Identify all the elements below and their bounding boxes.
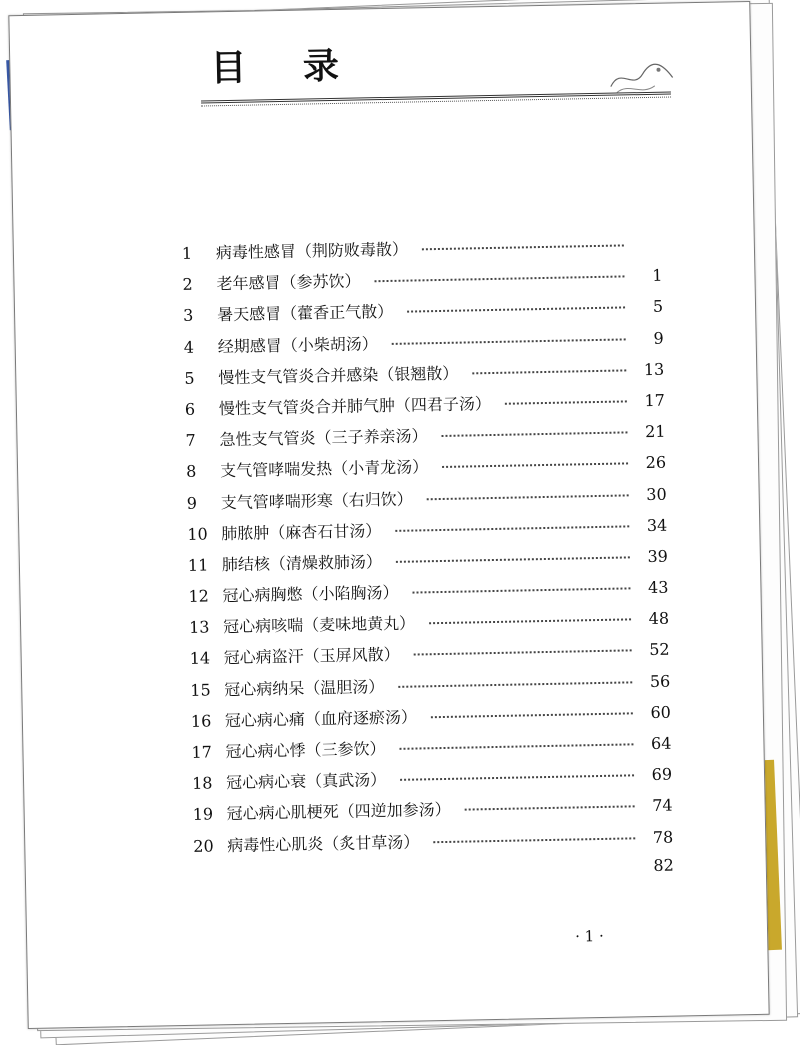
toc-entry-title: 冠心病胸憋（小陷胸汤） [222,582,399,606]
toc-entry-number: 16 [190,711,212,731]
toc-leader-dots [429,619,631,625]
toc-entry-number [194,879,228,880]
toc-entry-title: 冠心病心肌梗死（四逆加参汤） [226,800,451,824]
toc-entry-number: 2 [182,274,193,295]
toc-leader-dots [395,525,629,531]
toc-leader-dots [441,432,627,438]
toc-entry-title: 暑天感冒（藿香正气散） [216,302,394,325]
toc-entry-page: 78 [652,827,674,847]
toc-entry-title: 冠心病盗汗（玉屏风散） [223,645,400,668]
toc-leader-dots [427,494,629,500]
toc-entry-title: 肺脓肿（麻杏石甘汤） [221,520,382,543]
toc-entry-title: 病毒性心肌炎（炙甘草汤） [227,832,420,855]
toc-leader-dots [398,681,632,687]
toc-entry-title: 冠心病心悸（三参饮） [225,739,386,762]
toc-leader-dots [505,400,627,404]
toc-entry-number: 19 [192,804,214,825]
toc-entry-page: 64 [650,733,672,754]
toc-entry-page: 9 [653,328,664,348]
toc-entry-title: 经期感冒（小柴胡汤） [217,333,378,356]
toc-leader-dots [433,837,635,843]
toc-entry-number: 12 [188,586,210,606]
toc-entry-page [628,250,662,251]
toc-entry-number: 4 [183,337,195,357]
toc-entry-number: 18 [191,773,213,794]
toc-entry-title: 支气管哮喘形寒（右归饮） [220,489,413,512]
toc-entry-page: 13 [643,359,665,379]
toc-entry-number: 6 [184,399,196,419]
toc-leader-dots [399,743,633,749]
toc-entry-page: 82 [653,855,674,875]
toc-entry-page: 69 [651,764,673,785]
toc-leader-dots [375,276,625,283]
toc-entry-page: 60 [650,702,672,722]
toc-leader-dots [442,463,628,469]
toc-entry-title: 肺结核（清燥救肺汤） [221,552,383,575]
toc-entry-page: 34 [646,515,668,535]
toc-entry-page: 17 [644,390,666,411]
toc-entry-title: 病毒性感冒（荆防败毒散） [215,239,409,263]
toc-entry-number: 3 [182,306,194,326]
toc-entry-title: 冠心病心痛（血府逐瘀汤） [224,707,418,730]
toc-entry-page: 74 [652,795,673,816]
toc-entry-page: 21 [644,421,666,442]
toc-leader-dots [414,650,632,656]
toc-entry-page: 52 [649,640,670,660]
toc-leader-dots [422,244,624,250]
toc-entry-title: 慢性支气管炎合并肺气肿（四君子汤） [218,393,492,419]
toc-leader-dots [472,369,626,374]
toc-leader-dots [400,775,634,781]
toc-entry-page: 43 [647,577,669,598]
toc-entry-number: 15 [190,680,211,700]
toc-entry-page: 39 [647,546,669,566]
toc-leader-dots [465,806,635,811]
toc-entry-number: 13 [188,617,210,638]
toc-page [8,1,769,1029]
toc-entry-number: 5 [184,368,195,388]
toc-entry-page: 56 [649,671,671,691]
toc-entry-number: 14 [189,648,211,669]
toc-entry-page: 1 [652,265,663,286]
toc-entry-number: 8 [185,462,197,482]
toc-entry-number: 7 [185,430,196,451]
toc-entry-title: 冠心病心衰（真武汤） [225,770,387,793]
toc-entry-number: 10 [187,524,208,544]
toc-entry-number: 11 [187,555,209,575]
decorative-flourish-icon [606,55,679,100]
toc-entry-title: 支气管哮喘发热（小青龙汤） [219,457,429,481]
toc-entry-page: 26 [645,452,667,473]
toc-entry-title: 冠心病咳喘（麦味地黄丸） [222,613,416,637]
toc-leader-dots [412,587,630,593]
toc-leader-dots [407,307,625,313]
toc-leader-dots [396,556,630,562]
toc-entry-title: 急性支气管炎（三子养亲汤） [219,426,428,450]
toc-entry-number: 1 [181,243,193,263]
toc-entry-title: 冠心病纳呆（温胆汤） [224,676,385,699]
toc-leader-dots [431,712,633,718]
toc-entry-number: 9 [186,493,198,513]
page-title: 目 录 [210,45,362,90]
toc-entry-title: 慢性支气管炎合并感染（银翘散） [218,363,459,387]
toc-entry-page: 48 [648,608,670,629]
toc-entry-number: 20 [193,835,214,856]
table-of-contents [182,232,674,896]
toc-entry-number: 17 [191,742,213,762]
toc-entry-page: 30 [646,484,667,504]
page-number: · 1 · [574,926,604,946]
toc-leader-dots [392,338,626,344]
toc-entry-title: 老年感冒（参苏饮） [216,271,361,294]
toc-entry-page: 5 [652,297,664,317]
